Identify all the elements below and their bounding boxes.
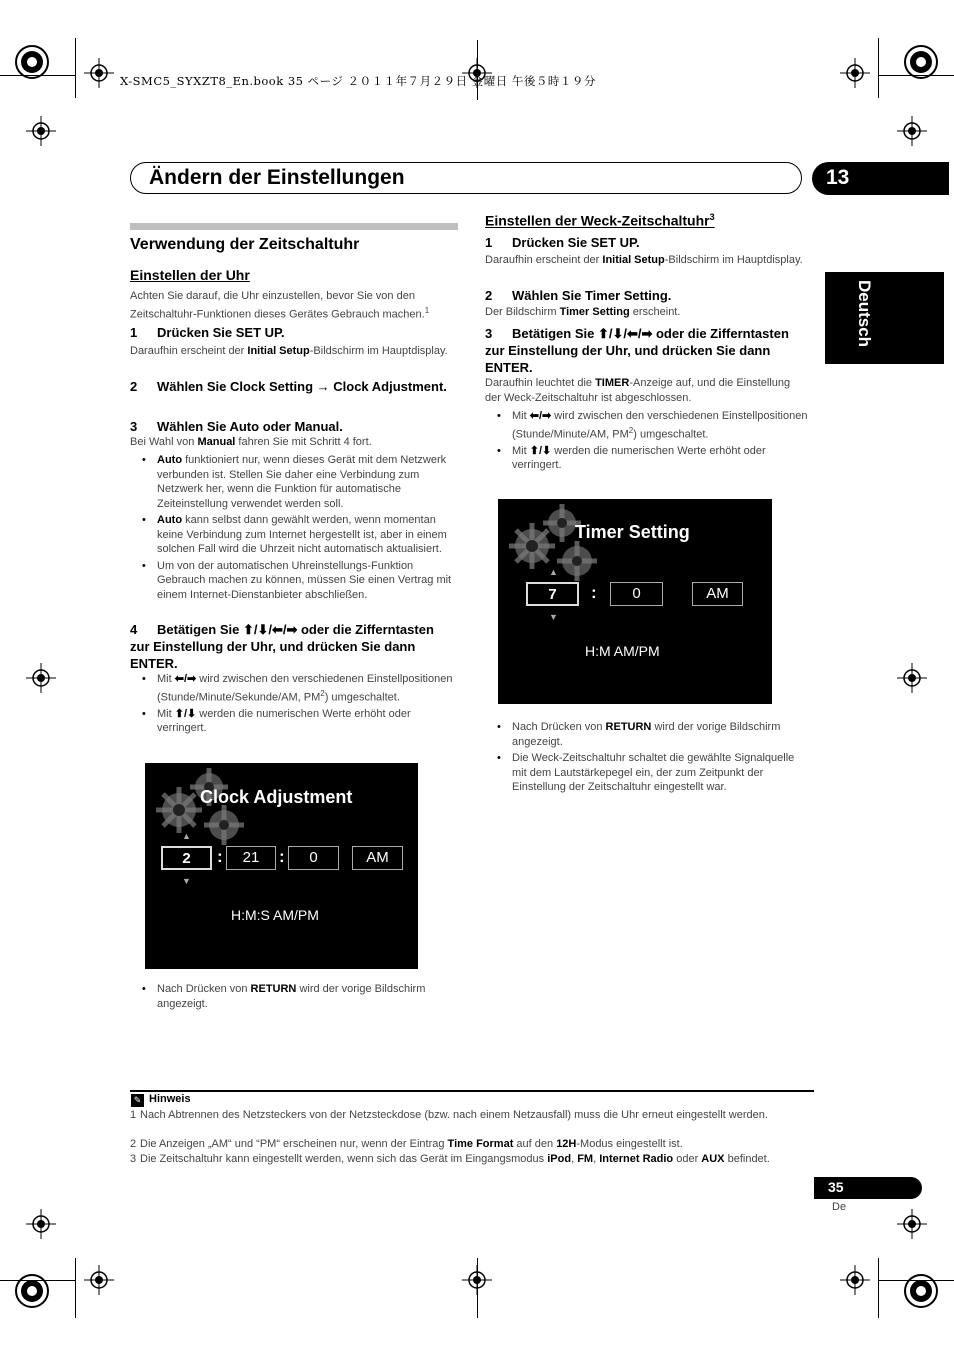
clock-return-note [130,982,458,1013]
clock-step-4-notes [130,672,458,738]
time-separator: : [279,847,285,866]
chapter-number-badge [812,162,949,195]
registration-target-icon [903,1273,939,1309]
clock-step-1-text: Daraufhin erscheint der Initial Setup-Bildschirm im Hauptdisplay. [130,345,448,357]
gears-icon [149,765,249,855]
timer-step-2-text: Der Bildschirm Timer Setting erscheint. [485,306,681,318]
subsection-title-timer: Einstellen der Weck-Zeitschaltuhr$^3$ [485,212,715,229]
timer-step-1-text: Daraufhin erscheint der Initial Setup-Bildschirm im Hauptdisplay. [485,254,803,266]
time-separator: : [591,583,597,602]
crosshair-icon [897,116,927,146]
clock-mode-notes [130,453,458,604]
footnote-3: 3 Die Zeitschaltuhr kann eingestellt werden, wenn sich das Gerät im Eingangsmodus iPod, FM, Internet Radio oder AUX befindet. [130,1153,770,1165]
hour-field[interactable]: 7 [526,582,579,606]
page-number-badge [814,1177,922,1199]
list-item: • Nach Drücken von RETURN wird der vorige Bildschirm angezeigt. [130,982,458,1011]
timer-step-3-notes [485,409,810,475]
list-item: • Mit ⬆/⬇ werden die numerischen Werte erhöht oder verringert. [130,707,458,736]
crosshair-icon [84,58,114,88]
intro-text: Achten Sie darauf, die Uhr einzustellen, bevor Sie von den Zeitschaltuhr-Funktionen dieses Gerätes Gebrauch machen.$^1$ [130,290,430,321]
ampm-field[interactable]: AM [692,582,743,606]
timer-step-3: 3 Betätigen Sie ⬆/⬇/⬅/➡ oder die Zifferntasten zur Einstellung der Uhr, und drücken Sie dann ENTER. [485,326,789,375]
crosshair-icon [897,663,927,693]
clock-step-3: 3 Wählen Sie Auto oder Manual. [130,419,343,434]
clock-step-4: 4 Betätigen Sie ⬆/⬇/⬅/➡ oder die Zifferntasten zur Einstellung der Uhr, und drücken Sie dann ENTER. [130,622,434,671]
list-item: • Mit ⬅/➡ wird zwischen den verschiedenen Einstellpositionen (Stunde/Minute/AM, $PM^2$) umgeschaltet. [485,409,810,442]
down-arrow-icon: ▼ [549,612,558,622]
clock-adjustment-screen [145,763,418,969]
section-title: Verwendung der Zeitschaltuhr [130,236,360,253]
subsection-title-clock: Einstellen der Uhr [130,267,250,283]
clock-step-3-text: Bei Wahl von Manual fahren Sie mit Schritt 4 fort. [130,436,372,448]
chapter-number: 13 [826,166,850,189]
registration-target-icon [14,44,50,80]
second-field[interactable]: 0 [288,846,339,870]
note-heading: Hinweis [149,1093,191,1105]
minute-field[interactable]: 21 [226,846,276,870]
list-item: • Um von der automatischen Uhreinstellungs-Funktion Gebrauch machen zu können, müssen Sie einen Vertrag mit einem Internet-Dienstanbieter abschließen. [130,559,458,603]
registration-target-icon [14,1273,50,1309]
language-tab [825,272,944,364]
crosshair-icon [462,1265,492,1295]
timer-step-1: 1 Drücken Sie SET UP. [485,235,640,250]
registration-target-icon [903,44,939,80]
list-item: • Die Weck-Zeitschaltuhr schaltet die gewählte Signalquelle mit dem Lautstärkepegel ein, der zum Zeitpunkt der Einstellung der Zeitschaltuhr eingestellt war. [485,751,810,795]
timer-format-label: H:M AM/PM [585,643,660,659]
crosshair-icon [840,58,870,88]
clock-format-label: H:M:S AM/PM [231,907,319,923]
crosshair-icon [84,1265,114,1295]
crosshair-icon [26,1209,56,1239]
up-arrow-icon: ▲ [182,831,191,841]
up-arrow-icon: ▲ [549,567,558,577]
timer-screen-title: Timer Setting [575,522,690,542]
crosshair-icon [26,663,56,693]
footnote-rule [130,1090,814,1092]
chapter-title: Ändern der Einstellungen [149,166,405,189]
footnote-1: 1 Nach Abtrennen des Netzsteckers von der Netzsteckdose (bzw. nach einem Netzausfall) muss die Uhr erneut eingestellt werden. [130,1109,768,1121]
down-arrow-icon: ▼ [182,876,191,886]
timer-return-notes [485,720,810,797]
list-item: • Auto funktioniert nur, wenn dieses Gerät mit dem Netzwerk verbunden ist. Stellen Sie daher eine Verbindung zum Netzwerk her, wenn die Funktion für automatische Zeiteinstellung verwendet werden soll. [130,453,458,511]
page-number: 35 [828,1179,844,1195]
list-item: • Auto kann selbst dann gewählt werden, wenn momentan keine Verbindung zum Internet hergestellt ist, aber in einem solchen Fall wird die Uhrzeit nicht automatisch aktualisiert. [130,513,458,557]
timer-step-2: 2 Wählen Sie Timer Setting. [485,288,672,303]
clock-step-2: 2 Wählen Sie Clock Setting → Clock Adjustment. [130,379,447,394]
language-tab-label: Deutsch [855,280,874,348]
hour-field[interactable]: 2 [161,846,212,870]
book-info-line: X-SMC5_SYXZT8_En.book 35 ページ ２０１１年７月２９日 金曜日 午後５時１９分 [120,74,596,88]
timer-setting-screen [498,499,772,704]
crosshair-icon [26,116,56,146]
list-item: • Mit ⬅/➡ wird zwischen den verschiedenen Einstellpositionen (Stunde/Minute/Sekunde/AM, $PM^2$) umgeschaltet. [130,672,458,705]
section-rule [130,223,458,230]
clock-screen-title: Clock Adjustment [200,787,353,807]
clock-step-1: 1 Drücken Sie SET UP. [130,325,285,340]
gears-icon [502,501,602,591]
timer-step-3-text: Daraufhin leuchtet die TIMER-Anzeige auf, und die Einstellung der Weck-Zeitschaltuhr ist abgeschlossen. [485,377,791,404]
ampm-field[interactable]: AM [352,846,403,870]
footnote-2: 2 Die Anzeigen „AM“ und “PM“ erscheinen nur, wenn der Eintrag Time Format auf den 12H-Modus eingestellt ist. [130,1138,683,1150]
minute-field[interactable]: 0 [610,582,663,606]
list-item: • Mit ⬆/⬇ werden die numerischen Werte erhöht oder verringert. [485,444,810,473]
note-pencil-icon: ✎ [131,1094,144,1107]
crosshair-icon [840,1265,870,1295]
chapter-title-bar [130,162,802,194]
crosshair-icon [897,1209,927,1239]
page-language: De [832,1201,847,1213]
list-item: • Nach Drücken von RETURN wird der vorige Bildschirm angezeigt. [485,720,810,749]
time-separator: : [217,847,223,866]
